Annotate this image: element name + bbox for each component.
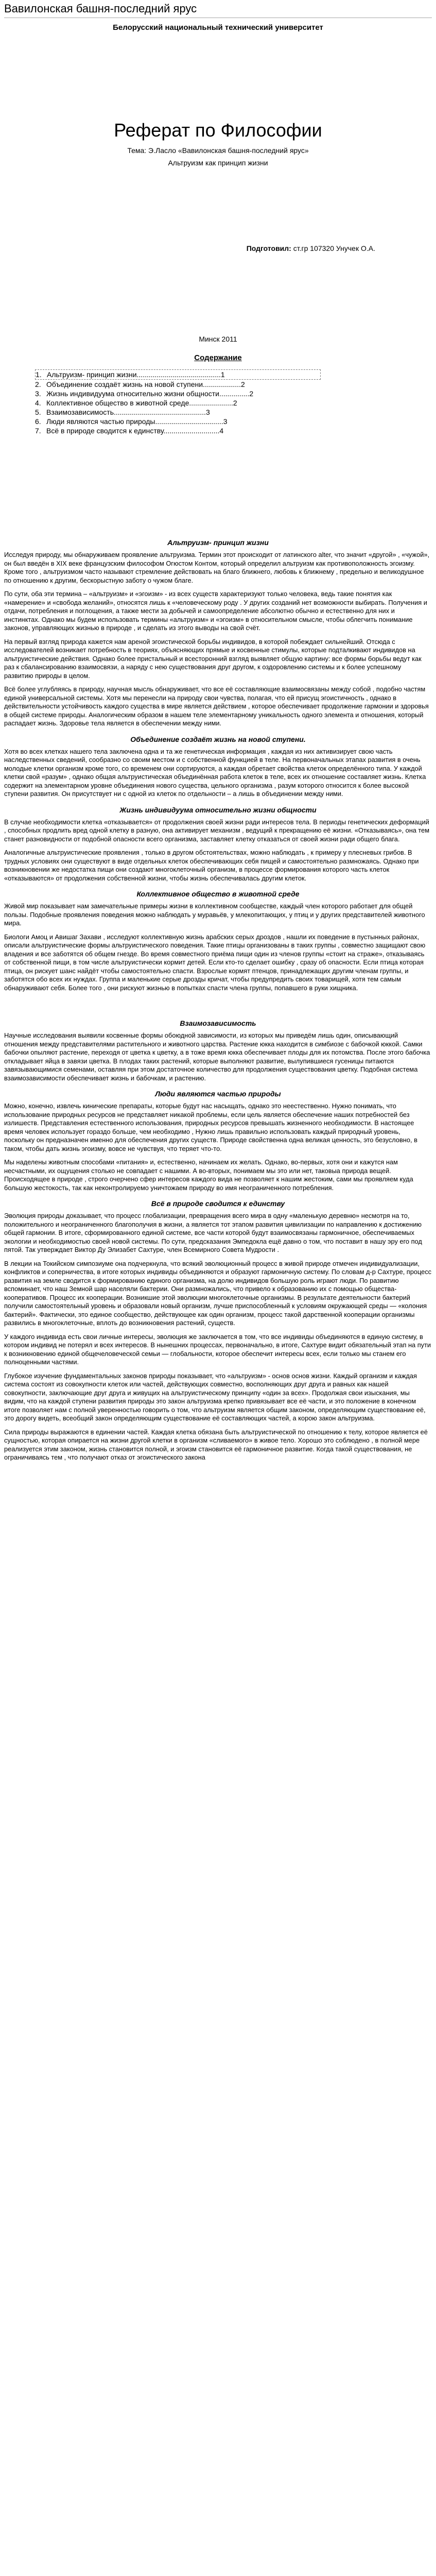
prepared-label: Подготовил: xyxy=(246,244,291,253)
toc-list xyxy=(35,369,432,435)
toc-item[interactable] xyxy=(35,426,432,435)
table-of-contents xyxy=(4,353,432,435)
paragraph: В случае необходимости клетка «отказывается» от продолжения своей жизни ради интересов тела. В периоды генетических деформаций , способных продлить вред одной клетку в разную, она активирует механизм , ведущий к прекращению её жизни. «Отказываясь», она тем станет разновидности от подобной опасности всего организма, заставляет клетку отказаться от своей жизни ради общего блага. xyxy=(4,818,430,843)
toc-item-number: 2. xyxy=(35,380,41,389)
section-unification xyxy=(4,735,432,799)
paragraph: Можно, конечно, извлечь кинические препараты, которые будут нас насыщать, однако это неестественно. Нужно понимать, что использование природных ресурсов не представляет никакой проблемы, если цель является обеспечение наших потребностей без излишеств. Представления естественного использования, природных ресурсов превышать жизненного необходимости. В настоящее время человек использует гораздо больше, чем необходимо , Нужно лишь правильно использовать каждый природный уровень, поскольку он предназначен именно для обеспечения других существ. Природе свойственна одна великая ценность, это безусловно, в таком, чтобы дать жизнь эгоизму, вовсе не чувствуя, что теряет что-то. xyxy=(4,1102,417,1153)
section-title: Люди являются частью природы xyxy=(155,1090,281,1098)
paragraph: Научные исследования выявили косвенные формы обоюдной зависимости, из которых мы приведём лишь один, описывающий отношения между представителями растительного и животного царства. Растение юкка находится в симбиозе с бабочкой юккой. Самки бабочки опыляют растение, переходя от цветка к цветку, а в тоже время юкка обеспечивает плоды для их потомства. После этого бабочка откладывает яйца в завязи цветка. В плодах таких растений, которые выполняют развитие, вылупившиеся гусеницы питаются завязывающимися семенами, оставляя при этом достаточное количество для продолжения существования цветку. Подобная система взаимозависимости обеспечивает жизнь и бабочкам, и растению. xyxy=(4,1031,430,1082)
prepared-value: ст.гр 107320 Унучек О.А. xyxy=(291,244,375,253)
paragraph: Мы наделены животным способами «питания» и, естественно, начинаем их желать. Однако, во-первых, хотя они и кажутся нам несчастными, их ощущения столько не совпадает с нашими. А во-вторых, понимаем мы это или нет, таковыа природа вещей. Происходящее в природе , строго очерчено сфер интересов каждого вида не позволяет к нашим жестоким, сами мы проявляем куда большую жестокость, так как неконтролируемо уничтожаем природу во имя неограниченного потребления. xyxy=(4,1158,413,1192)
section-people-nature xyxy=(4,1090,432,1192)
paragraph: Всё более углубляясь в природу, научная мысль обнаруживает, что все её составляющие взаимосвязаны между собой , подобно частям единой универсальной системы. Хотя мы перенесли на природу свои чувства, полагая, что ей присущ эгоистичность , однако в действительности устойчивость каждого существа в мире является действием , которое обеспечивает продолжение гармонии и здоровья в общей системе природы. Аналогическим образом в нашем теле элементарному уникальность одного элемента и отношения, который распадает жизнь. Здоровье тела является в обеспечении между ними. xyxy=(4,685,429,727)
title-block xyxy=(4,120,432,167)
document-heading: Вавилонская башня-последний ярус xyxy=(4,2,432,18)
paragraph: В лекции на Токийском симпозиуме она подчеркнула, что всякий эволюционный процесс в живой природе отмечен индивидуализации, конфликтов и соперничества, в итоге которых индивиды объединяются и образуют гармоничную систему. По словам д-р Сахтуре, процесс развития на земле сводится к формированию единого организма, на долю индивидов большую роль играют люди. По развитию вспоминает, что наш Земной шар населяли бактерии. Они размножались, что привело к образованию их с помощью общества-кооперативов. Процесс их кооперации. Возникшие этой эволюции многоклеточные организмы. В результате деятельности бактерий получили самостоятельный уровень и образовали новый организм, лучше приспособленный к условиям окружающей среды — «колония бактерий». Фактически, это единое сообщество, действующее как один организм, процесс такой дарственной кооперации организмы развились в многоклеточные, вплоть до возникновения растений, существ. xyxy=(4,1259,432,1327)
city-year: Минск 2011 xyxy=(199,335,237,344)
report-topic: Тема: Э.Ласло «Вавилонская башня-последний ярус» xyxy=(127,146,309,155)
section-collective-society xyxy=(4,890,432,992)
toc-item[interactable] xyxy=(35,380,432,389)
paragraph: Аналогичные альтруистические проявления , только в другом обстоятельствах, можно наблюдать , к примеру у плесневых грибов. В трудных условиях они существуют в виде отдельных клеток обеспечивающих себя пищей и самостоятельно размножаясь. Однако при возникновении же недостатка пищи они создают многоклеточный организм, в процессе формирования которого часть клеток «отказываются» от продолжения собственной жизни, чтобы жизнь обеспечивалась другим клеток. xyxy=(4,849,419,882)
paragraph: Исследуя природу, мы обнаруживаем проявление альтруизма. Термин этот происходит от латинского alter, что значит «другой» , «чужой», он был введён в XIX веке французским философом Огюстом Контом, который определил альтруизм как противоположность эгоизму. Кроме того , альтруизмом часто называют стремление действовать на благо ближнего, любовь к ближнему , предельно и великодушное по отношению к другим, бескорыстную заботу о чужом благе. xyxy=(4,551,430,584)
paragraph: Живой мир показывает нам замечательные примеры жизни в коллективном сообществе, каждый член которого работает для общей пользы. Подобные проявления поведения можно наблюдать у муравьёв, у млекопитающих, у птиц и у других представителей животного мира. xyxy=(4,902,425,927)
paragraph: Сила природы выражаются в единении частей. Каждая клетка обязана быть альтруистической по отношению к телу, которое является её сущностью, которая опирается на жизни другой клетки в организм «сливаемого» в живое тело. Хорошо это соблюдено , в полной мере реализуется этим законом, жизнь становится полной, и эгоизм становится её гармоничное развитие. Когда такой существования, не ограничиваясь тем , что получают отказ от эгоистического закона xyxy=(4,1428,428,1462)
toc-item-text: Всё в природе сводится к единству............................4 xyxy=(46,427,224,435)
section-title: Объединение создаёт жизнь на новой ступени. xyxy=(130,735,306,743)
toc-item-text: Взаимозависимость..............................................3 xyxy=(46,408,210,417)
toc-item-number: 4. xyxy=(35,399,41,408)
section-interdependence xyxy=(4,997,432,1082)
toc-item-text: Объединение создаёт жизнь на новой ступени...................2 xyxy=(46,380,245,389)
section-title: Взаимозависимость xyxy=(180,1019,256,1028)
paragraph: Глубокое изучение фундаментальных законов природы показывает, что «альтруизм» - основ основ жизни. Каждый организм и каждая система состоят из совокупности клеток или частей, действующих совместно, восполняющих друг друга и равных как нашей совокупности, заключающие друг друга и живущих на альтруистическому принципу «один за всех». Продолжая свои изыскания, мы видим, что на каждой ступени развития природы это закон альтруизма крепко привязывает все её части, и это положение в конечном итоге позволяет нам с полной уверенностью говорить о том, что альтруизм является общим законом, определяющим существование её, это дорогу видеть, всеобщий закон определяющим существование её составляющих частей, а корою закон альтруизма. xyxy=(4,1371,426,1422)
paragraph: Биологи Амоц и Авишаг Захави , исследуют коллективную жизнь арабских серых дроздов , нашли их поведение в пустынных районах, описали альтруистические формы альтруистического поведения. Такие птицы организованы в таких группы , совместно защищают свою владения и все заботятся об общем гнезде. Во время совместного приёма пищи один из членов группы «стоит на страже», отказываясь от собственной пищи, в том числе альтруистически кормит детей. Если кто-то сделает ошибку , сразу об опасности. Если птица которая птица, он рискует шанс найдёт чтобы самостоятельно спасти. Взрослые кормят птенцов, принадлежащих другим членам группы, и заботятся обо всех их нуждах. Группа и маленькие серые дрозды кричат, чтобы предупредить своих товарищей, хотя тем самым обнаруживают себя. Более того , они рискуют жизнью в попытках спасти члена группы, попавшего в руки хищника. xyxy=(4,933,426,992)
section-title: Коллективное общество в животной среде xyxy=(136,890,300,899)
toc-item-number: 7. xyxy=(35,427,41,435)
report-subtopic: Альтруизм как принцип жизни xyxy=(168,159,268,167)
paragraph: У каждого индивида есть свои личные интересы, эволюция же заключается в том, что все индивиды объединяются в единую систему, в котором индивид не потерял и всех интересов. В нынешних процессах, первоначально, в итоге, Сахтуре видит обязательный этап на пути к возникновению единой общечеловеческой семьи — глобальности, которое обеспечит интересы всех, если только мы станем его полноценными частями. xyxy=(4,1332,431,1366)
paragraph: На первый взгляд природа кажется нам ареной эгоистической борьбы индивидов, в которой побеждает сильнейший. Отсюда с исследователей возникает потребность в теориях, объясняющих прямые и косвенные стимулы, которые подталкивают индивидов на альтруистические действия. Однако более пристальный и всесторонний взгляд выявляет общую картину: все формы борьбы ведут как раз к сбалансированию взаимосвязи, а наряду с нею существования друг другом, к оздоровлению системы и к более успешному развитию природы в целом. xyxy=(4,637,422,680)
toc-item[interactable] xyxy=(35,369,321,380)
toc-item[interactable] xyxy=(35,408,432,417)
section-individual-life xyxy=(4,806,432,883)
title-page xyxy=(4,23,432,343)
toc-item[interactable] xyxy=(35,398,432,408)
toc-item[interactable] xyxy=(35,417,432,426)
toc-item-number: 6. xyxy=(35,417,41,426)
document-page xyxy=(0,2,436,1480)
toc-item-number: 3. xyxy=(35,389,41,398)
paragraph: По сути, оба эти термина – «альтруизм» и «эгоизм» - из всех существ характеризуют только человека, ведь такие понятия как «намерение» и «свобода желаний», относятся лишь к «человеческому роду . У других созданий нет возможности выбирать. Получения и отдачи, потребления и поглощения, а также мести за добычей и самоопределение абсолютно обычно и естественно для них и инстинктах. Однако мы будем использовать термины «альтруизм» и «эгоизм» в относительном смысле, чтобы облегчить понимание законов, управляющих жизнью в природе , и сделать из этого выводы на свой счёт. xyxy=(4,590,427,632)
toc-item-text: Альтруизм- принцип жизни..........................................1 xyxy=(47,370,225,379)
section-title: Всё в природе сводится к единству xyxy=(151,1199,285,1208)
paragraph: Хотя во всех клетках нашего тела заключена одна и та же генетическая информация , каждая из них активизирует свою часть наследственных сведений, сообразно со своим местом и с собственной функцией в теле. На первоначальных этапах развития в очень молодые клетки организм кроме того, со временем они сортируются, а каждая обретает свойства клеток определённого типа. У каждой клетки свой «разум» , однако общая альтруистическая объединённая работа клеток в теле, всех их отношение составляет жизнь. Клетка содержит на элементарном уровне объединения нового существа, цельного организма , разум которого относится к более высокой ступени развития. Он присутствует ни с одной из клеток по отдельности – а лишь в объединении между ними. xyxy=(4,747,426,798)
toc-item[interactable] xyxy=(35,389,432,398)
section-unity xyxy=(4,1199,432,1462)
toc-item-text: Люди являются частью природы..................................3 xyxy=(46,417,228,426)
toc-item-text: Жизнь индивидуума относительно жизни общности...............2 xyxy=(46,389,254,398)
section-title: Альтруизм- принцип жизни xyxy=(167,538,269,547)
paragraph: Эволюция природы доказывает, что процесс глобализации, превращения всего мира в одну «маленькую деревню» несмотря на то, положительного и неограниченного благополучия в жизни, а является тот этапом развития цивилизации по направлению к достижению общей гармонии. В итоге, сформированного единой системе, все части которой будут взаимосвязаны гармоничное, обеспечиваемых экологии и необходимостью своей новой системы. По сути, предсказания Эмпедокла ещё давно о том, что поставит в нашу эру его под пятой. Так утверждает Виктор Ду Элизабет Сахтуре, член Всемирного Совета Мудрости . xyxy=(4,1212,422,1254)
toc-item-text: Коллективное общество в животной среде......................2 xyxy=(46,399,237,408)
section-title: Жизнь индивидуума относительно жизни общности xyxy=(119,805,317,814)
toc-heading: Содержание xyxy=(194,353,242,363)
toc-item-number: 1. xyxy=(36,370,42,379)
prepared-by xyxy=(4,244,375,252)
toc-item-number: 5. xyxy=(35,408,41,417)
university-name: Белорусский национальный технический университет xyxy=(113,23,323,32)
section-altruism xyxy=(4,538,432,728)
report-title: Реферат по Философии xyxy=(114,120,322,141)
